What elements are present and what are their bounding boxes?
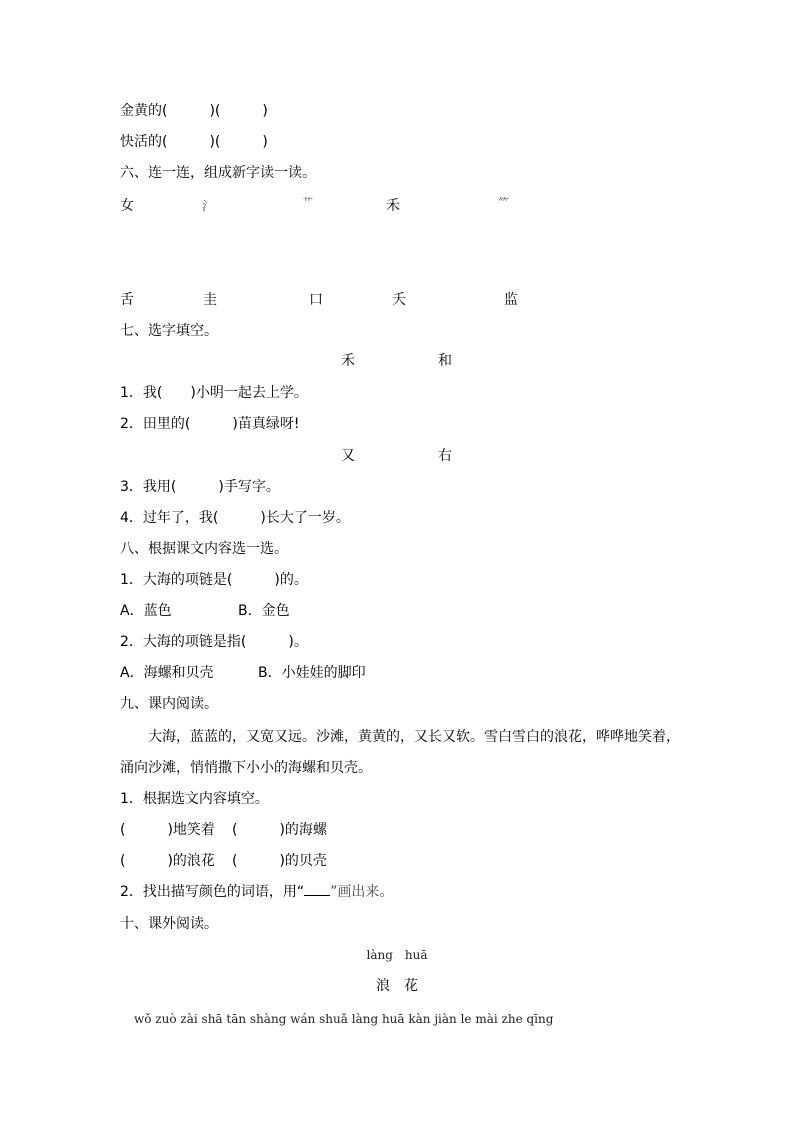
radical-bottom-3: 口 [309, 292, 323, 308]
section9-title: 九、课内阅读。 [120, 696, 218, 712]
radical-bottom-1: 舌 [120, 292, 134, 308]
reading-paragraph-line1: 大海，蓝蓝的，又宽又远。沙滩，黄黄的，又长又软。雪白雪白的浪花，哗哗地笑着， [148, 729, 680, 745]
word-line-happy: 快活的( )( ) [120, 134, 268, 150]
radical-top-4: 禾 [386, 198, 400, 214]
section8-q2-option-a: A．海螺和贝壳 [120, 665, 214, 681]
story-title-pinyin: làng huā [366, 948, 428, 962]
section8-q1-option-b: B．金色 [238, 603, 290, 619]
section7-q2: 2．田里的( )苗真绿呀! [120, 416, 300, 432]
radical-bottom-4: 夭 [392, 292, 406, 308]
section9-q2-suffix: ”画出来。 [330, 884, 394, 900]
section8-q2-option-b: B．小娃娃的脚印 [258, 665, 366, 681]
radical-top-1: 女 [120, 198, 134, 214]
fill-shells: ( )的贝壳 [232, 853, 327, 869]
section8-title: 八、根据课文内容选一选。 [120, 541, 288, 557]
fill-waves: ( )的浪花 [120, 853, 215, 869]
word-line-golden: 金黄的( )( ) [120, 103, 268, 119]
choice-char-he-and: 和 [438, 353, 452, 369]
choice-char-you-again: 又 [341, 448, 355, 464]
section6-title: 六、连一连，组成新字读一读。 [120, 165, 316, 181]
section7-title: 七、选字填空。 [120, 323, 218, 339]
section8-q1: 1．大海的项链是( )的。 [120, 572, 308, 588]
section9-q1: 1．根据选文内容填空。 [120, 791, 269, 807]
section7-q4: 4．过年了，我( )长大了一岁。 [120, 510, 350, 526]
choice-char-you-right: 右 [438, 448, 452, 464]
story-line1-pinyin: wǒ zuò zài shā tān shàng wán shuǎ làng huā kàn jiàn le mài zhe qīng [134, 1012, 554, 1026]
radical-top-3: 艹 [302, 196, 313, 209]
radical-top-5: ⺮ [498, 196, 509, 209]
section7-q1: 1．我( )小明一起去上学。 [120, 385, 308, 401]
story-title: 浪 花 [376, 978, 418, 994]
fill-conch: ( )的海螺 [232, 822, 327, 838]
section8-q1-option-a: A．蓝色 [120, 603, 172, 619]
section10-title: 十、课外阅读。 [120, 916, 218, 932]
section7-q3: 3．我用( )手写字。 [120, 479, 280, 495]
choice-char-he-grain: 禾 [341, 353, 355, 369]
radical-top-2: 氵 [202, 199, 215, 213]
fill-laughing: ( )地笑着 [120, 822, 215, 838]
section9-q2-prefix: 2．找出描写颜色的词语，用“ [120, 884, 305, 900]
section8-q2: 2．大海的项链是指( )。 [120, 634, 308, 650]
underline-marker [304, 883, 330, 896]
radical-bottom-2: 圭 [203, 292, 217, 308]
radical-bottom-5: 监 [504, 292, 518, 308]
reading-paragraph-line2: 涌向沙滩，悄悄撒下小小的海螺和贝壳。 [120, 760, 372, 776]
section9-q2 [120, 882, 393, 902]
